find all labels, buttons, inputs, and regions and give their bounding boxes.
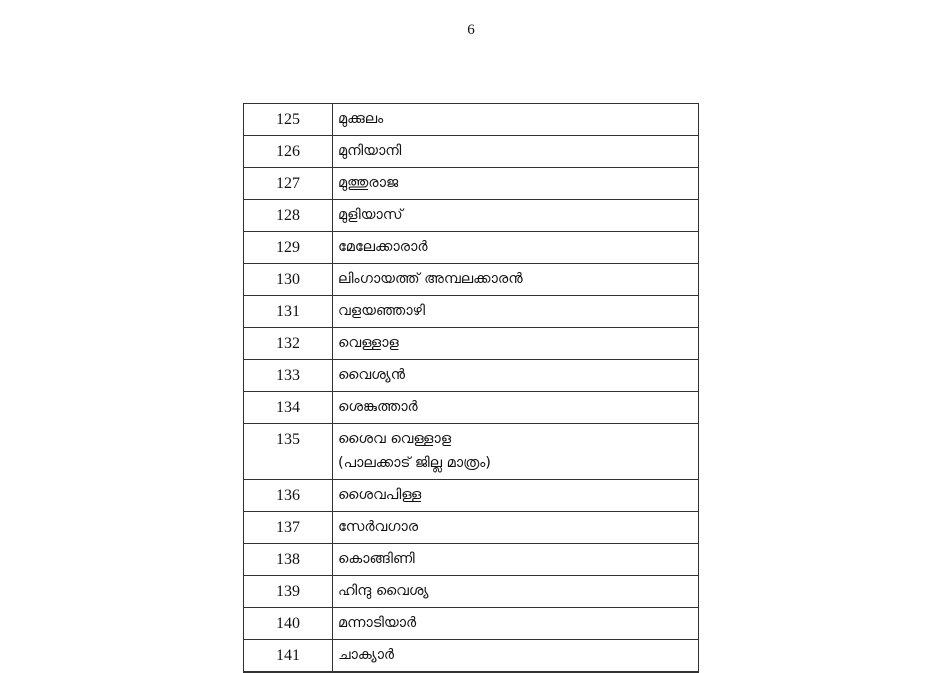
table-row <box>244 424 699 480</box>
table-row <box>244 200 699 232</box>
community-name: ശൈവപിള്ള <box>333 480 699 512</box>
table-row <box>244 264 699 296</box>
row-number: 132 <box>244 328 333 360</box>
row-number: 133 <box>244 360 333 392</box>
table-row <box>244 392 699 424</box>
row-number: 136 <box>244 480 333 512</box>
table-row <box>244 136 699 168</box>
community-note: (പാലക്കാട് ജില്ല മാത്രം) <box>338 455 491 471</box>
row-number: 126 <box>244 136 333 168</box>
row-number: 134 <box>244 392 333 424</box>
table-row <box>244 328 699 360</box>
community-name: മേലേക്കാരാർ <box>333 232 699 264</box>
community-name: ഹിന്ദു വൈശ്യ <box>333 576 699 608</box>
table-row <box>244 480 699 512</box>
table-row <box>244 608 699 640</box>
table-row <box>244 296 699 328</box>
community-name: ചാക്യാർ <box>333 640 699 672</box>
community-name: ലിംഗായത്ത് അമ്പലക്കാരൻ <box>333 264 699 296</box>
row-number: 135 <box>244 424 333 480</box>
table-row <box>244 104 699 136</box>
row-number: 139 <box>244 576 333 608</box>
row-number: 125 <box>244 104 333 136</box>
table-row <box>244 672 699 673</box>
row-number: 141 <box>244 640 333 672</box>
row-number <box>244 672 333 673</box>
community-name: ശെങ്കുത്താർ <box>333 392 699 424</box>
row-number: 131 <box>244 296 333 328</box>
community-name: സേർവഗാര <box>333 512 699 544</box>
row-number: 140 <box>244 608 333 640</box>
table-row <box>244 512 699 544</box>
table-row <box>244 168 699 200</box>
community-name: വൈശ്യൻ <box>333 360 699 392</box>
table-row <box>244 360 699 392</box>
table-row <box>244 640 699 672</box>
community-name: കൊങ്ങിണി <box>333 544 699 576</box>
community-name: മുത്തുരാജ <box>333 168 699 200</box>
row-number: 138 <box>244 544 333 576</box>
row-number: 128 <box>244 200 333 232</box>
page-number: 6 <box>467 22 475 38</box>
community-name: മുക്കുലം <box>333 104 699 136</box>
community-name <box>333 672 699 673</box>
table-row <box>244 576 699 608</box>
community-name: ശൈവ വെള്ളാള <box>338 431 452 447</box>
community-name-cell <box>333 424 699 480</box>
community-table <box>243 103 699 673</box>
row-number: 127 <box>244 168 333 200</box>
community-name: വളയഞ്ഞാഴി <box>333 296 699 328</box>
row-number: 130 <box>244 264 333 296</box>
row-number: 137 <box>244 512 333 544</box>
community-name: മുനിയാനി <box>333 136 699 168</box>
table-row <box>244 544 699 576</box>
row-number: 129 <box>244 232 333 264</box>
community-name: മന്നാടിയാർ <box>333 608 699 640</box>
community-name: വെള്ളാള <box>333 328 699 360</box>
table-row <box>244 232 699 264</box>
community-name: മുളിയാസ് <box>333 200 699 232</box>
